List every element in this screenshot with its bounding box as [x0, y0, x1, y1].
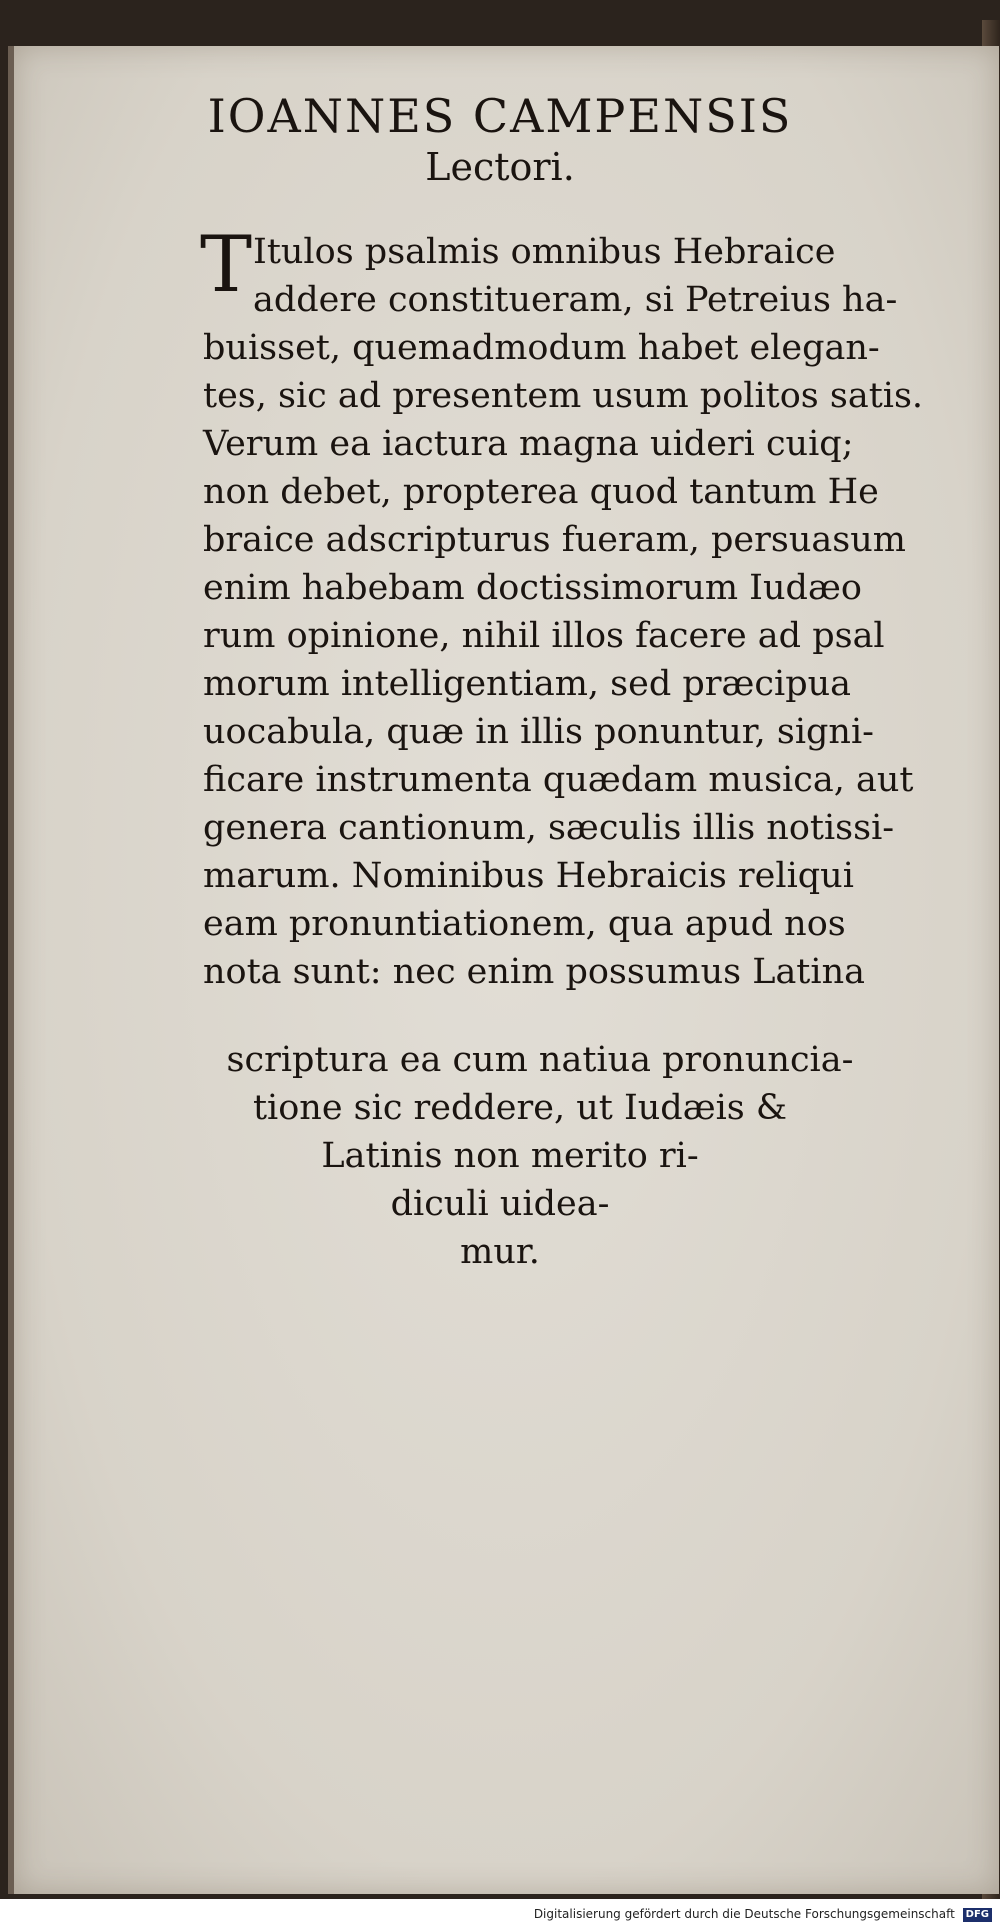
text-line: Verum ea iactura magna uideri cuiq;: [203, 424, 854, 464]
text-line: enim habebam doctissimorum Iudæo: [203, 568, 862, 608]
text-line: ficare instrumenta quædam musica, aut: [203, 760, 914, 800]
text-line: addere constitueram, si Petreius ha-: [253, 280, 898, 320]
text-line: braice adscripturus fueram, persuasum: [203, 520, 906, 560]
heading-author: IOANNES CAMPENSIS: [207, 89, 793, 143]
taper-line: mur.: [460, 1232, 540, 1272]
text-line: tes, sic ad presentem usum politos satis.: [203, 376, 924, 416]
text-line: uocabula, quæ in illis ponuntur, signi-: [203, 712, 874, 752]
text-line: eam pronuntiationem, qua apud nos: [203, 904, 846, 944]
taper-line: diculi uidea-: [390, 1184, 610, 1224]
footer-text: Digitalisierung gefördert durch die Deutsche Forschungsgemeinschaft: [533, 1907, 955, 1921]
drop-cap: T: [200, 220, 253, 310]
body-text: [203, 228, 933, 996]
dfg-logo: DFG: [963, 1908, 992, 1922]
text-line: marum. Nominibus Hebraicis reliqui: [203, 856, 854, 896]
text-line: Itulos psalmis omnibus Hebraice: [253, 232, 836, 272]
digitization-footer: [0, 1899, 1000, 1929]
text-line: rum opinione, nihil illos facere ad psal: [203, 616, 885, 656]
text-line: buisset, quemadmodum habet elegan-: [203, 328, 880, 368]
page-heading: [0, 88, 1000, 190]
taper-line: Latinis non merito ri-: [321, 1136, 699, 1176]
taper-line: tione sic reddere, ut Iudæis &: [252, 1088, 788, 1128]
text-line: non debet, propterea quod tantum He: [203, 472, 879, 512]
text-line: morum intelligentiam, sed præcipua: [203, 664, 852, 704]
text-line: nota sunt: nec enim possumus Latina: [203, 952, 865, 992]
heading-lectori: Lectori.: [425, 145, 575, 189]
taper-line: scriptura ea cum natiua pronuncia-: [226, 1040, 854, 1080]
text-line: genera cantionum, sæculis illis notissi-: [203, 808, 895, 848]
